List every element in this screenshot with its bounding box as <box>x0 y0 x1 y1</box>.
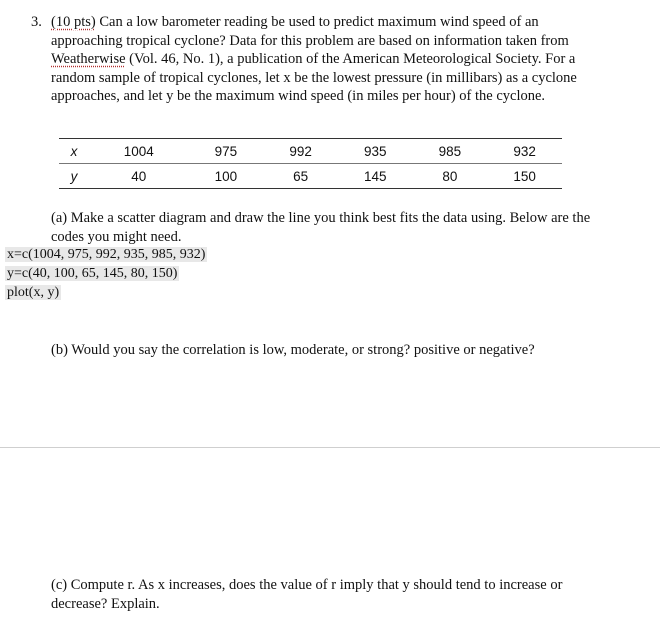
data-table <box>59 138 562 189</box>
question-intro-2: (Vol. 46, No. 1), a publication of the American Meteorological Society. For a random sample of tropical cyclones, let x be the lowest pressure (in millibars) as a cyclone approaches, and let y be the maximum wind speed (in miles per hour) of the cyclone. <box>51 51 577 105</box>
y-value: 145 <box>338 164 413 189</box>
y-value: 40 <box>89 164 189 189</box>
y-value: 150 <box>487 164 562 189</box>
part-c-text: (c) Compute r. As x increases, does the value of r imply that y should tend to increase or decrease? Explain. <box>51 577 563 612</box>
y-value: 65 <box>263 164 338 189</box>
question-intro-1: Can a low barometer reading be used to predict maximum wind speed of an approaching tropical cyclone? Data for this problem are based on information taken from <box>51 14 569 49</box>
y-label: y <box>59 164 89 189</box>
points-label: (10 pts) <box>51 14 96 30</box>
x-value: 1004 <box>89 139 189 164</box>
y-row <box>59 164 562 189</box>
code-line-y: y=c(40, 100, 65, 145, 80, 150) <box>7 266 178 281</box>
x-label: x <box>59 139 89 164</box>
code-line-plot: plot(x, y) <box>7 285 60 300</box>
x-value: 935 <box>338 139 413 164</box>
question-number: 3. <box>31 14 42 30</box>
x-value: 985 <box>413 139 488 164</box>
y-value: 80 <box>413 164 488 189</box>
code-line-x: x=c(1004, 975, 992, 935, 985, 932) <box>7 247 206 262</box>
question-text <box>51 13 611 106</box>
source-title: Weatherwise <box>51 51 126 68</box>
y-value: 100 <box>189 164 264 189</box>
part-a-text: (a) Make a scatter diagram and draw the line you think best fits the data using. Below are the codes you might need. <box>51 210 591 245</box>
part-b-text: (b) Would you say the correlation is low, moderate, or strong? positive or negative? <box>51 342 535 358</box>
x-value: 992 <box>263 139 338 164</box>
x-value: 932 <box>487 139 562 164</box>
x-row <box>59 139 562 164</box>
divider <box>0 447 660 448</box>
x-value: 975 <box>189 139 264 164</box>
